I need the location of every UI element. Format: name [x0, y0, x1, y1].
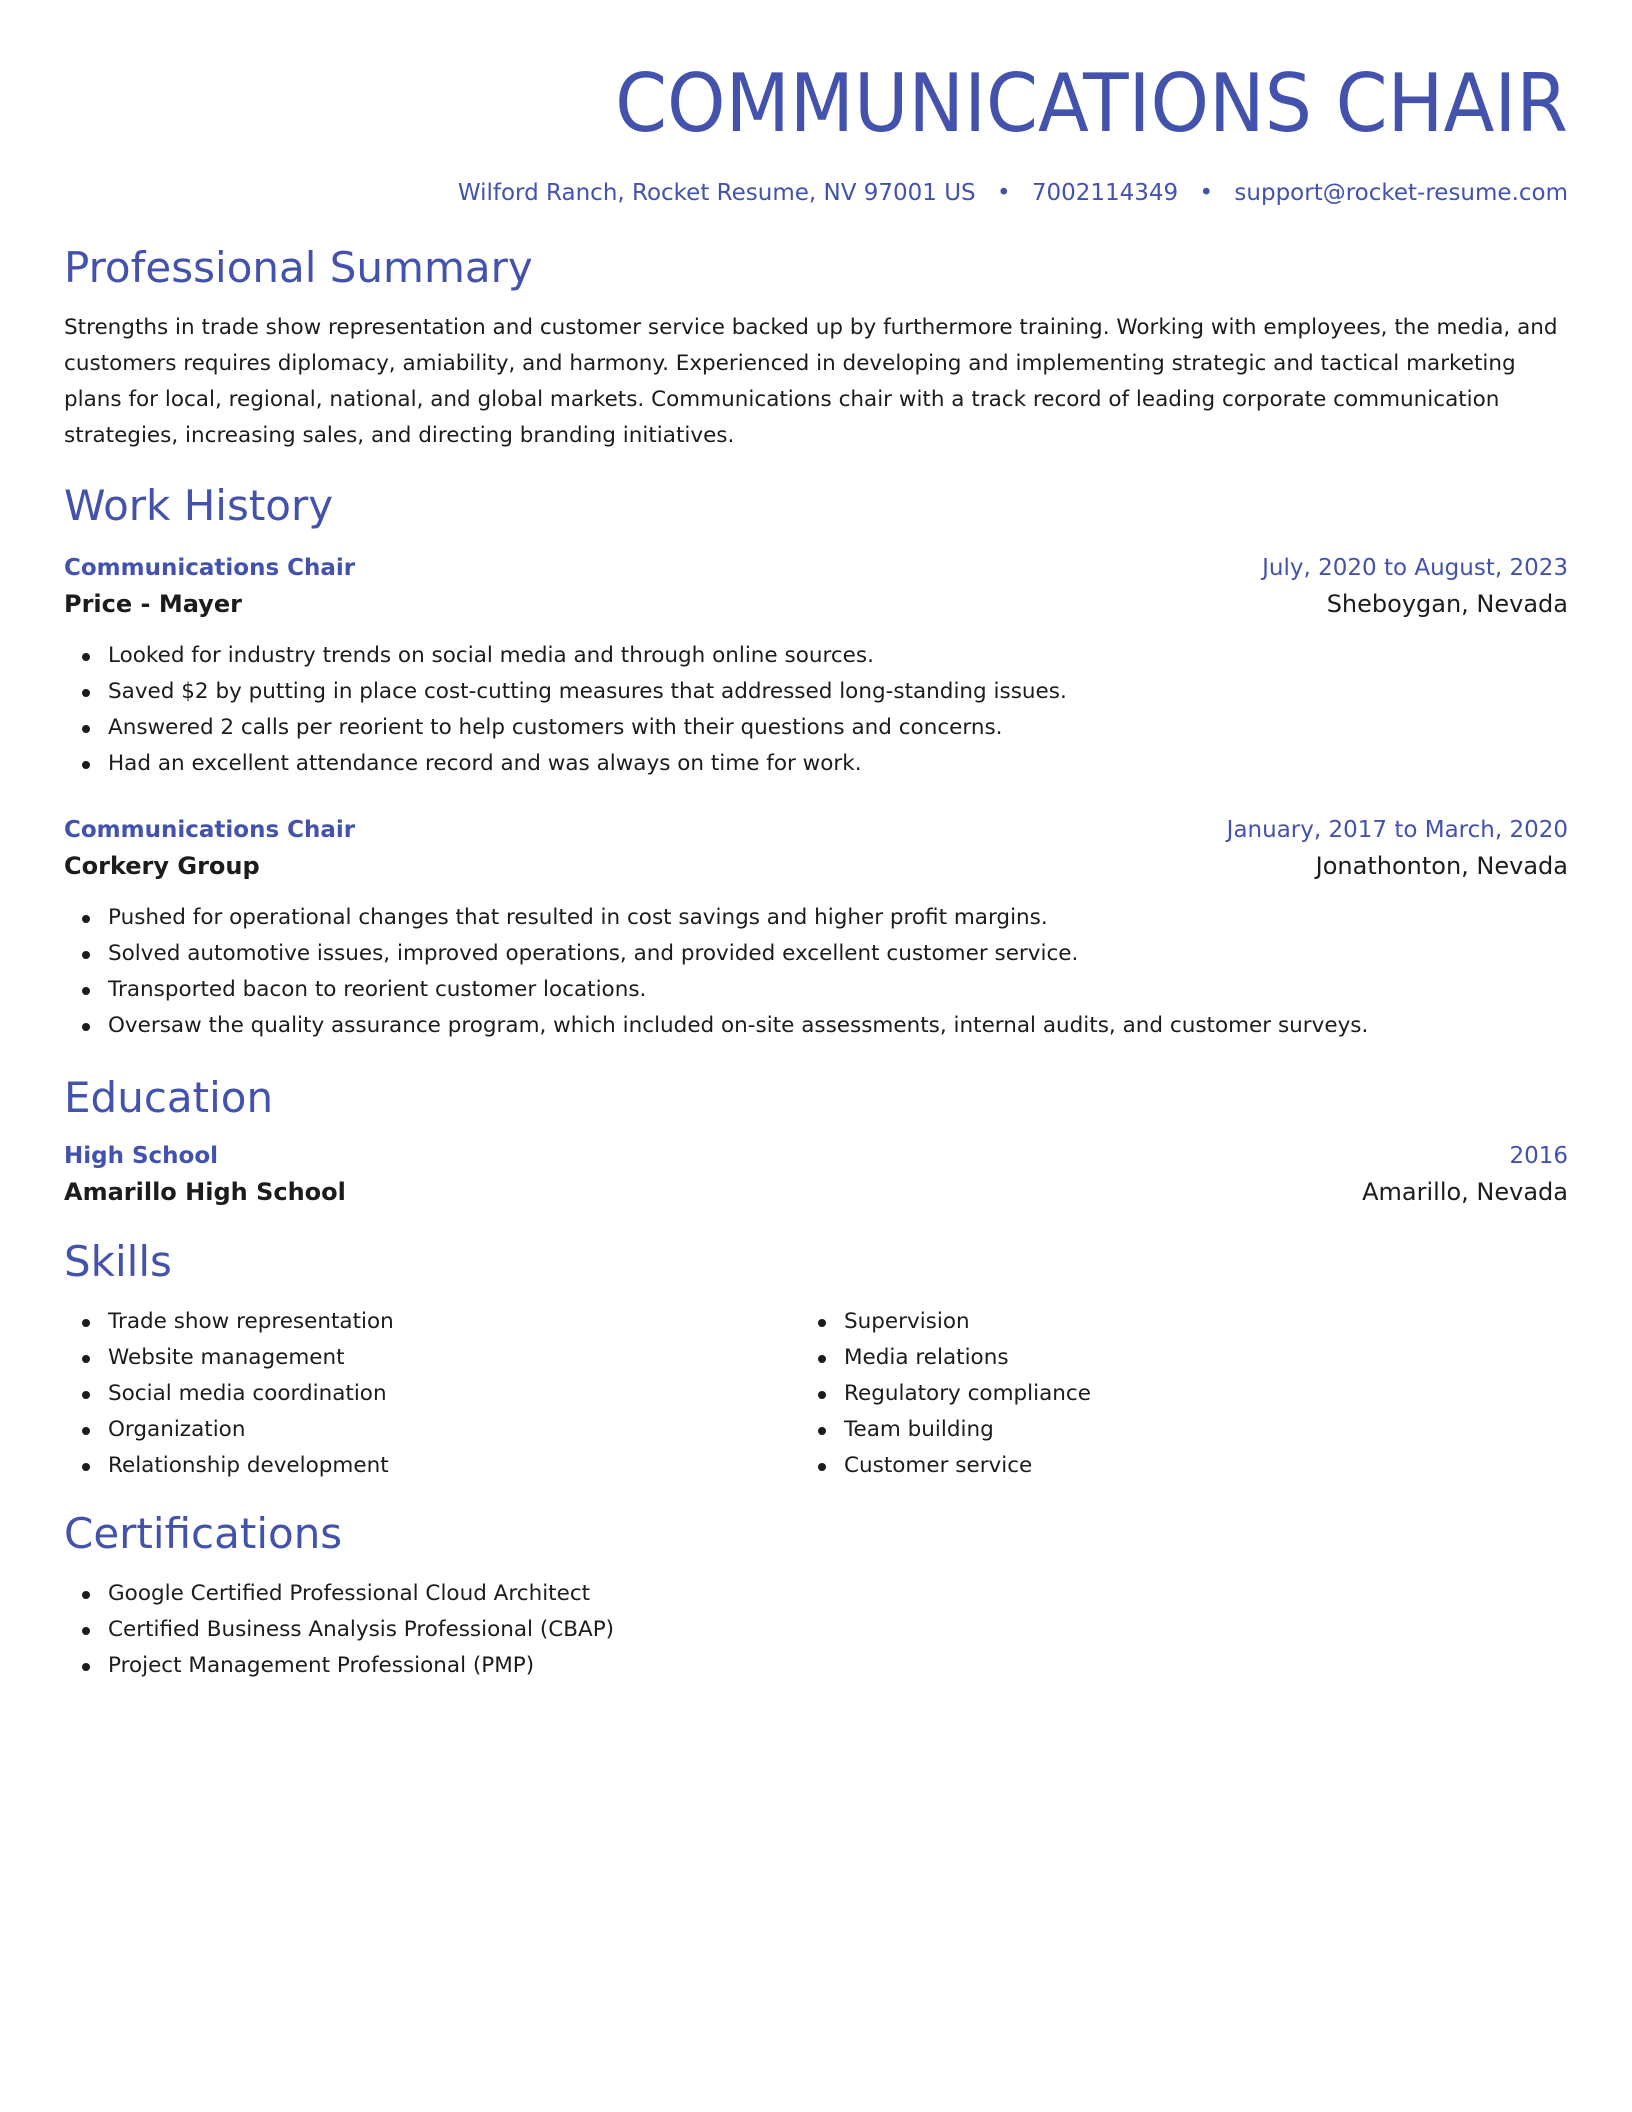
- certifications-list: [64, 1576, 1568, 1684]
- job-bullet: Pushed for operational changes that resulted in cost savings and higher profit margins.: [108, 900, 1568, 936]
- skill-item: Social media coordination: [108, 1376, 800, 1412]
- job-bullet: Oversaw the quality assurance program, which included on-site assessments, internal audits, and customer surveys.: [108, 1008, 1568, 1044]
- certification-item: Project Management Professional (PMP): [108, 1648, 1568, 1684]
- certification-item: Certified Business Analysis Professional (CBAP): [108, 1612, 1568, 1648]
- summary-text: Strengths in trade show representation and customer service backed up by furthermore training. Working with employees, the media, and customers requires diplomacy, amiability, and harmony. Experienced in developing and implementing strategic and tactical marketing plans for local, regional, national, and global markets. Communications chair with a track record of leading corporate communication strategies, increasing sales, and directing branding initiatives.: [64, 315, 1558, 448]
- skill-item: Organization: [108, 1412, 800, 1448]
- job-bullet: Had an excellent attendance record and was always on time for work.: [108, 746, 1568, 782]
- job-bullet: Looked for industry trends on social media and through online sources.: [108, 638, 1568, 674]
- certifications-heading: Certifications: [64, 1509, 343, 1558]
- job-employer: Price - Mayer: [64, 590, 242, 618]
- job-bullets: [64, 638, 1568, 782]
- contact-phone: 7002114349: [1031, 180, 1179, 206]
- job-employer-row: [64, 586, 1568, 622]
- contact-line: [64, 178, 1568, 208]
- job-header-row: [64, 550, 1568, 586]
- job-entry: [64, 550, 1568, 782]
- job-title: Communications Chair: [64, 817, 356, 843]
- job-header-row: [64, 812, 1568, 848]
- skills-columns: [64, 1294, 1568, 1484]
- summary-heading: Professional Summary: [64, 243, 533, 292]
- contact-address: Wilford Ranch, Rocket Resume, NV 97001 US: [457, 180, 976, 206]
- job-location: Jonathonton, Nevada: [1315, 852, 1568, 880]
- skill-item: Team building: [844, 1412, 1536, 1448]
- job-title: Communications Chair: [64, 555, 356, 581]
- education-degree: High School: [64, 1143, 219, 1169]
- job-dates: January, 2017 to March, 2020: [1226, 817, 1568, 843]
- skill-item: Customer service: [844, 1448, 1536, 1484]
- resume-name: COMMUNICATIONS CHAIR: [615, 57, 1568, 150]
- skills-list: [800, 1304, 1536, 1484]
- contact-separator: •: [1199, 180, 1214, 206]
- skills-list: [64, 1304, 800, 1484]
- education-school-row: [64, 1174, 1568, 1210]
- contact-email: support@rocket-resume.com: [1234, 180, 1568, 206]
- job-bullet: Transported bacon to reorient customer locations.: [108, 972, 1568, 1008]
- skill-item: Supervision: [844, 1304, 1536, 1340]
- skill-item: Relationship development: [108, 1448, 800, 1484]
- job-employer: Corkery Group: [64, 852, 260, 880]
- certification-item: Google Certified Professional Cloud Architect: [108, 1576, 1568, 1612]
- job-bullet: Answered 2 calls per reorient to help customers with their questions and concerns.: [108, 710, 1568, 746]
- skills-column-left: [64, 1294, 800, 1484]
- contact-separator: •: [996, 180, 1011, 206]
- job-employer-row: [64, 848, 1568, 884]
- education-year: 2016: [1509, 1143, 1568, 1169]
- skills-heading: Skills: [64, 1237, 172, 1286]
- job-bullet: Saved $2 by putting in place cost-cutting measures that addressed long-standing issues.: [108, 674, 1568, 710]
- skill-item: Trade show representation: [108, 1304, 800, 1340]
- job-entry: [64, 812, 1568, 1044]
- job-location: Sheboygan, Nevada: [1326, 590, 1568, 618]
- education-entry: [64, 1138, 1568, 1210]
- work-history-heading: Work History: [64, 481, 334, 530]
- job-bullets: [64, 900, 1568, 1044]
- education-header-row: [64, 1138, 1568, 1174]
- skill-item: Website management: [108, 1340, 800, 1376]
- education-school: Amarillo High School: [64, 1178, 346, 1206]
- skill-item: Media relations: [844, 1340, 1536, 1376]
- job-bullet: Solved automotive issues, improved operations, and provided excellent customer service.: [108, 936, 1568, 972]
- skill-item: Regulatory compliance: [844, 1376, 1536, 1412]
- education-location: Amarillo, Nevada: [1362, 1178, 1568, 1206]
- education-heading: Education: [64, 1073, 274, 1122]
- skills-column-right: [800, 1294, 1536, 1484]
- job-dates: July, 2020 to August, 2023: [1262, 555, 1568, 581]
